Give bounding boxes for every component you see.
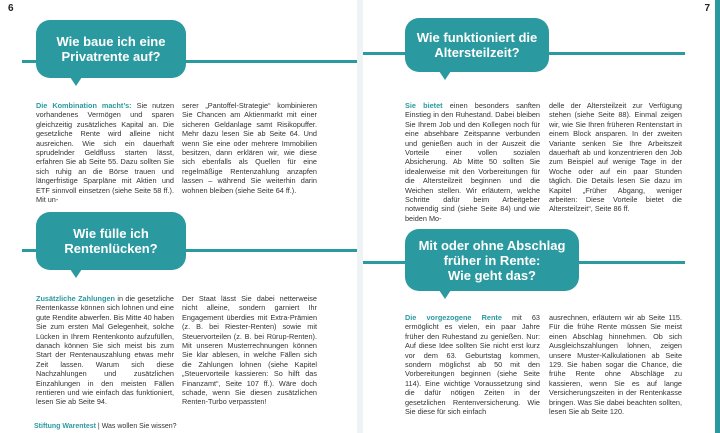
footer-separator: | <box>95 423 102 430</box>
text-column <box>549 101 682 214</box>
text-column <box>36 294 174 407</box>
paragraph: Der Staat lässt Sie dabei netterweise nicht alleine, sondern garniert Ihr Engagement überdies mit Extra-Prämien (z. B. bei Riester-Renten) sowie mit Steuervorteilen (z. B. bei Rürup-Renten). Mit unseren Musterrechnungen können Sie klar ablesen, in welche Fällen sich die Zahlungen lohnen (siehe Kapitel „Steuervorteile kassieren: So hilft das Finanzamt“, Seite 107 ff.). Wäre doch schade, wenn Sie diesen zusätzlichen Renten-Turbo verpassten! <box>182 294 317 407</box>
question-bubble-privatrente <box>36 20 186 78</box>
text-column <box>36 101 174 204</box>
question-title: Mit oder ohne Abschlag früher in Rente: Wie geht das? <box>418 237 566 283</box>
question-title: Wie fülle ich Rentenlücken? <box>64 226 158 256</box>
paragraph: mit 63 ermöglicht es vielen, ein paar Jahre früher den Ruhestand zu genießen. Nur: Auf diese Idee sollten Sie nicht erst kurz vor dem 63. Geburtstag kommen, sondern möglichst ab 50 mit den Vorbereitungen beginnen (siehe Seite 114). Eine wichtige Voraussetzung sind die dafür nötigen Zeiten in der gesetzlichen Rentenversicherung. Wie Sie diese für sich einfach <box>405 313 540 417</box>
paragraph: serer „Pantoffel-Strategie“ kombinieren Sie Chancen am Aktienmarkt mit einer sicheren Geldanlage samt Risikopuffer. Mehr dazu lesen Sie ab Seite 64. Und wenn Sie eine oder mehrere Immobilien besitzen, dann erklären wir, wie diese sich ebenfalls als Quellen für eine regelmäßige Rentenzahlung anzapfen lassen – während Sie weiterhin darin wohnen bleiben (siehe Seite 64 ff.). <box>182 101 317 195</box>
lead-in: Die Kombination macht’s: <box>36 101 132 110</box>
paragraph: einen besonders sanften Einstieg in den Ruhestand. Dabei bleiben Sie Ihrem Job und den Kollegen noch für eine absehbare Zeitspanne verbunden und genießen auch in der Auszeit die Vorteile einer vollen sozialen Absicherung. Ab Mitte 50 sollten Sie idealerweise mit den Vorbereitungen für die Altersteilzeit beginnen und die Weichen stellen. Wir erläutern, welche Schritte dafür beim Arbeitgeber notwendig sind (siehe Seite 84) und wie beiden Mo- <box>405 101 540 223</box>
question-title: Wie baue ich eine Privatrente auf? <box>56 34 166 64</box>
page-number-left: 6 <box>8 3 14 14</box>
text-column <box>549 313 682 416</box>
footer-title: Was wollen Sie wissen? <box>101 423 177 430</box>
lead-in: Zusätzliche Zahlungen <box>36 294 115 303</box>
text-column <box>405 313 540 416</box>
lead-in: Die vorgezogene Rente <box>405 313 502 322</box>
question-bubble-altersteilzeit <box>405 18 549 72</box>
edge-bar <box>715 0 720 433</box>
paragraph: delle der Altersteilzeit zur Verfügung stehen (siehe Seite 88). Einmal zeigen wir, wie Sie Ihren früheren Rentenstart in einem Block ansparen. In der zweiten Variante senken Sie Ihre Arbeitszeit dauerhaft ab und konzentrieren den Job zum Beispiel auf wenige Tage in der Woche oder auf ein paar Stunden täglich. Die Details lesen Sie dazu im Kapitel „Früher Abgang, weniger arbeiten: Diese Vorteile bietet die Altersteilzeit“, Seite 86 ff. <box>549 101 682 214</box>
page-number-right: 7 <box>704 3 710 14</box>
text-column <box>182 101 317 195</box>
footer <box>34 423 177 430</box>
left-page <box>0 0 357 433</box>
lead-in: Sie bietet <box>405 101 443 110</box>
question-bubble-rente-abschlag <box>405 229 579 291</box>
question-bubble-rentenluecken <box>36 212 186 270</box>
paragraph: Sie nutzen vorhandenes Vermögen und sparen gleichzeitig zusätzliches Kapital an. Die gesetzliche Rente wird alleine nicht ausreichen. Wie sich ein dauerhaft sprudelnder Geldfluss starten lässt, erfahren Sie ab Seite 55. Dazu sollten Sie sich ruhig an die Börse trauen und längerfristige Sparpläne mit Aktien und ETF sinnvoll einsetzen (siehe Seite 58 ff.). Mit un- <box>36 101 174 205</box>
footer-brand: Stiftung Warentest <box>34 423 96 430</box>
paragraph: ausrechnen, erläutern wir ab Seite 115. Für die frühe Rente müssen Sie meist einen Abschlag hinnehmen. Ob sich Ausgleichszahlungen lohnen, zeigen unsere Muster-Kalkulationen ab Seite 129. Sie haben sogar die Chance, die frühe Rente ohne Abschläge zu kassieren, wenn Sie es auf lange Versicherungszeiten in der Rentenkasse bringen. Was Sie dabei beachten sollten, lesen Sie ab Seite 120. <box>549 313 682 417</box>
right-page <box>363 0 720 433</box>
text-column <box>182 294 317 407</box>
text-column <box>405 101 540 223</box>
question-title: Wie funktioniert die Altersteilzeit? <box>416 30 538 60</box>
paragraph: in die gesetzliche Rentenkasse können sich lohnen und eine gute Rendite abwerfen. Bis Mitte 40 haben Sie zum ersten Mal Gelegenheit, solche Lücken in Ihrem Rentenkonto aufzufüllen, danach können Sie sich meist bis zum Start der Rentenauszahlung etwas mehr Zeit lassen. Warum sich diese Nachzahlungen und zusätzlichen Einzahlungen in den meisten Fällen rentieren und wie einfach das funktioniert, lesen Sie ab Seite 94. <box>36 294 174 407</box>
